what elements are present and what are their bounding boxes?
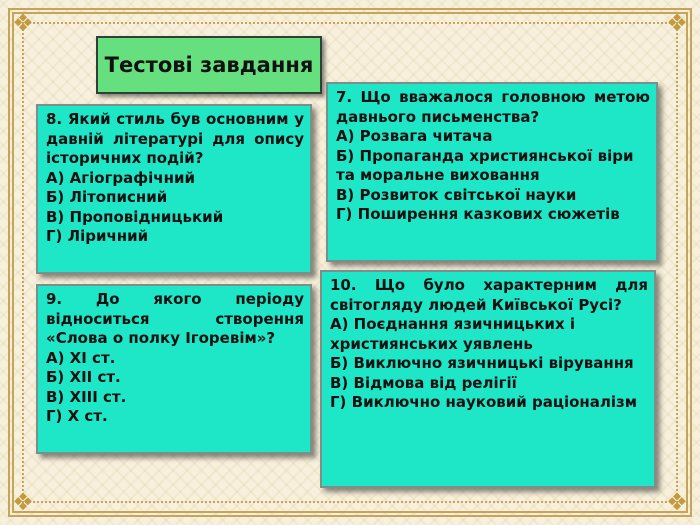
answer-option-d: Г) X ст. [46, 407, 108, 425]
corner-ornament-icon: ❖ [666, 9, 688, 37]
corner-ornament-icon: ❖ [666, 488, 688, 516]
answer-option-b: Б) XII ст. [46, 368, 121, 386]
corner-ornament-icon: ❖ [12, 488, 34, 516]
answer-option-b: Б) Літописний [46, 188, 168, 206]
slide-title: Тестові завдання [96, 36, 322, 94]
answer-option-c: В) Проповідницький [46, 207, 224, 226]
question-card-7 [326, 82, 658, 262]
corner-ornament-icon: ❖ [12, 9, 34, 37]
question-card-8 [36, 104, 312, 274]
answer-option-a: А) Поєднання язичницьких і християнських уявлень [330, 315, 575, 353]
answer-option-c: В) Розвиток світської науки [336, 185, 577, 204]
question-text: 7. Що вважалося головною метою давнього письменства? [336, 88, 650, 126]
answer-option-b: Б) Виключно язичницькі вірування [330, 354, 634, 372]
answer-option-c: В) XIII ст. [46, 387, 127, 406]
answer-option-a: А) Розвага читача [336, 127, 493, 145]
answer-option-b: Б) Пропаганда християнської віри та моральне виховання [336, 146, 634, 184]
answer-option-d: Г) Виключно науковий раціоналізм [330, 393, 638, 411]
answer-option-d: Г) Поширення казкових сюжетів [336, 205, 620, 223]
question-card-10 [320, 270, 656, 488]
question-text: 8. Який стиль був основним у давній літературі для опису історичних подій? [46, 110, 304, 167]
question-text: 9. До якого періоду відноситься створення «Слова о полку Ігоревім»? [46, 290, 304, 347]
answer-option-a: А) Агіографічний [46, 168, 195, 187]
answer-option-a: А) XI ст. [46, 348, 116, 367]
answer-option-c: В) Відмова від релігії [330, 373, 517, 392]
question-text: 10. Що було характерним для світогляду людей Київської Русі? [330, 276, 648, 314]
question-card-9 [36, 284, 312, 454]
answer-option-d: Г) Ліричний [46, 227, 149, 245]
